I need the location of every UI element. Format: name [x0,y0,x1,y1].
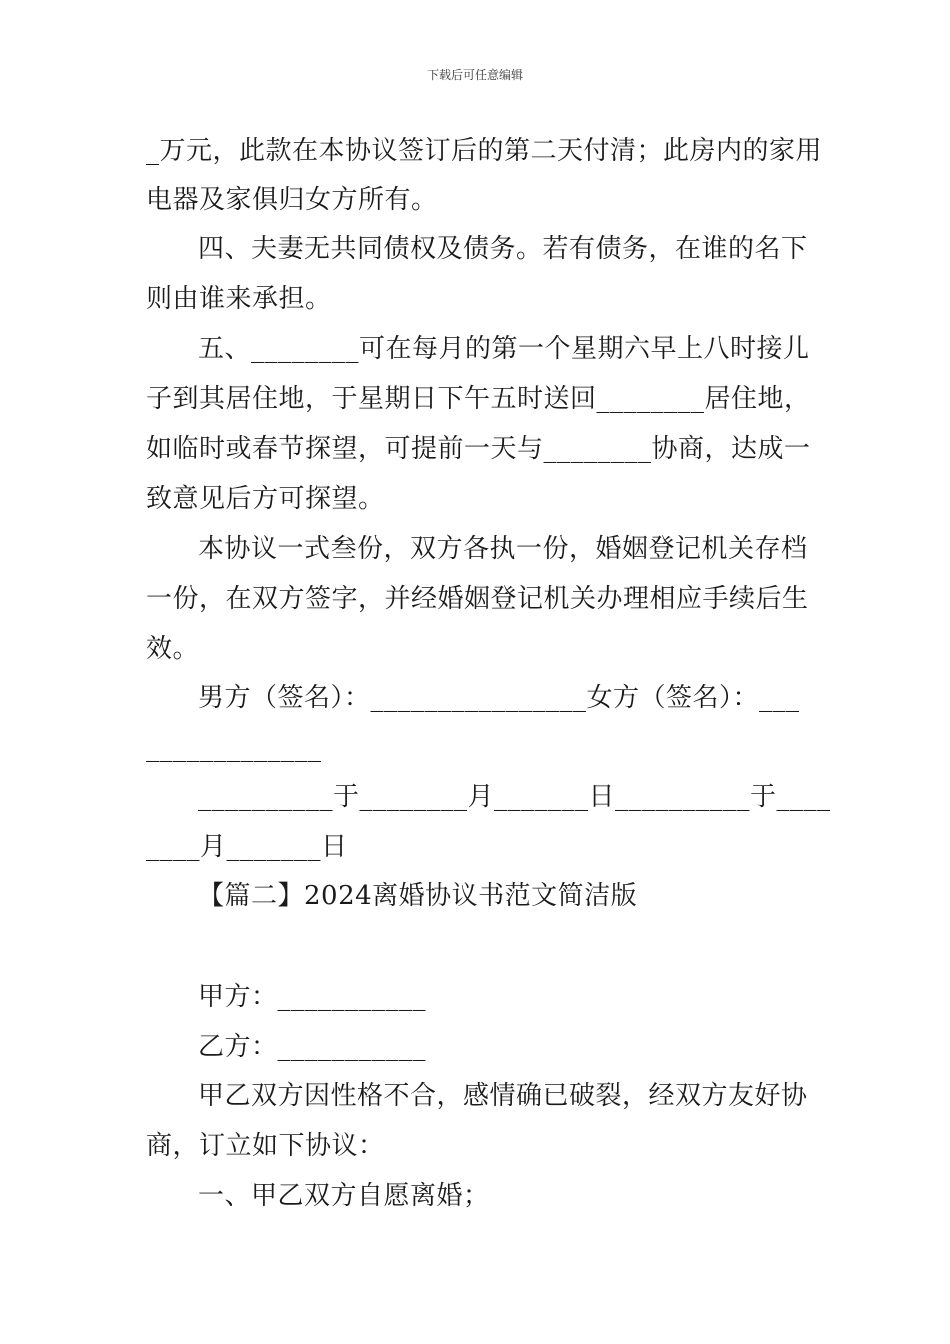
party-b-field: 乙方：___________ [198,1032,427,1062]
text-line: 如临时或春节探望，可提前一天与________协商，达成一 [146,434,811,464]
date-line: ____月_______日 [146,832,348,862]
text-line: 致意见后方可探望。 [146,484,385,514]
text-line: _万元，此款在本协议签订后的第二天付清；此房内的家用 [146,136,823,166]
text-line: 四、夫妻无共同债权及债务。若有债务，在谁的名下 [198,234,808,264]
party-a-field: 甲方：___________ [198,982,427,1012]
text-line: 本协议一式叁份，双方各执一份，婚姻登记机关存档 [198,534,808,564]
text-line: 子到其居住地，于星期日下午五时送回________居住地， [146,384,811,414]
date-line: __________于________月_______日__________于____ [198,782,831,812]
text-line: 一、甲乙双方自愿离婚； [198,1181,490,1211]
text-line: 五、________可在每月的第一个星期六早上八时接儿 [198,334,810,364]
section-heading: 【篇二】2024离婚协议书范文简洁版 [198,881,638,911]
signature-line: _____________ [146,733,322,763]
text-line: 商，订立如下协议： [146,1131,385,1161]
text-line: 甲乙双方因性格不合，感情确已破裂，经双方友好协 [198,1081,808,1111]
page-header: 下载后可任意编辑 [426,68,523,82]
text-line: 一份，在双方签字，并经婚姻登记机关办理相应手续后生 [146,584,809,614]
text-line: 效。 [146,634,200,664]
text-line: 电器及家俱归女方所有。 [146,185,438,215]
text-line: 则由谁来承担。 [146,284,332,314]
signature-line: 男方（签名）：________________女方（签名）：___ [198,683,800,713]
